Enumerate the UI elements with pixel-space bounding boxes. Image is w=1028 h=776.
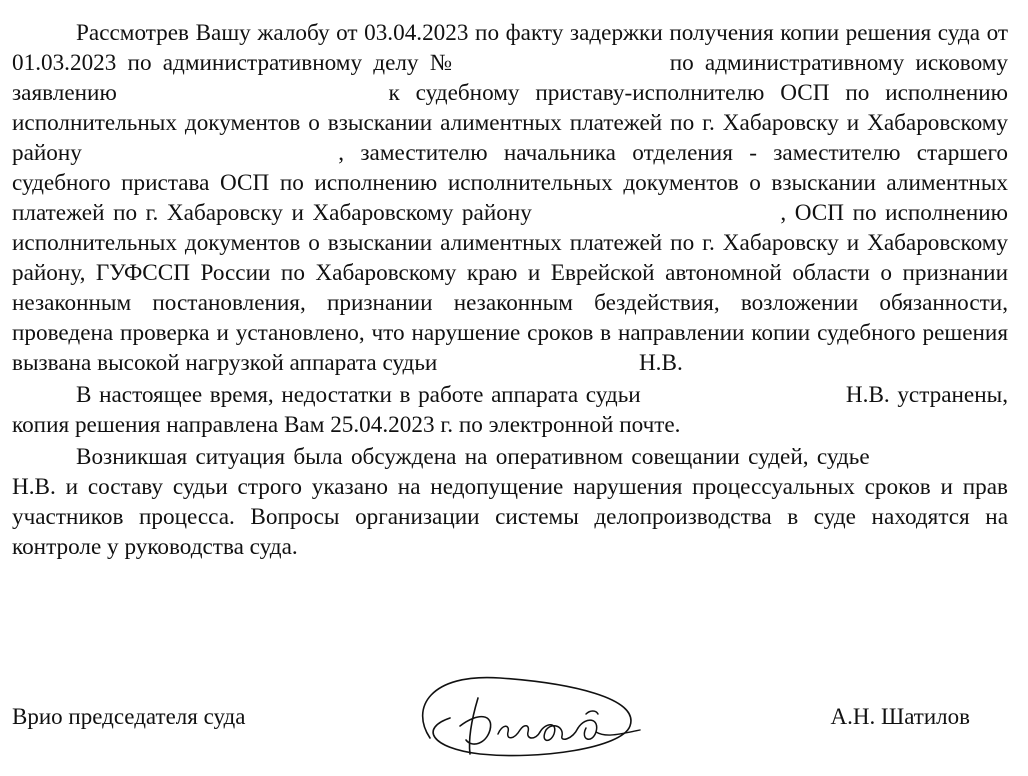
text-segment: Н.В. — [638, 350, 683, 376]
paragraph-current-status — [12, 380, 1008, 440]
text-segment: Н.В. и составу судьи строго указано на недопущение нарушения процессуальных сроков и прав участников процесса. Вопросы организации системы делопроизводства в суде находятся на контроле у руководства суда. — [12, 474, 1008, 560]
letter-body — [12, 18, 1008, 562]
text-segment: , ОСП по исполнению исполнительных документов о взыскании алиментных платежей по г. Хабаровску и Хабаровскому району, ГУФССП России по Хабаровскому краю и Еврейской автономной области о признании незаконным постановления, признании незаконным бездействия, возложении обязанности, проведена проверка и установлено, что нарушение сроков в направлении копии судебного решения вызвана высокой нагрузкой аппарата судьи — [12, 200, 1008, 376]
text-segment: Возникшая ситуация была обсуждена на оперативном совещании судей, судье — [76, 444, 870, 470]
text-segment: к судебному приставу-исполнителю ОСП по исполнению исполнительных документов о взыскании алиментных платежей по г. Хабаровску и Хабаровскому району — [12, 80, 1009, 166]
text-segment: по административному исковому заявлению — [12, 50, 1009, 106]
handwritten-signature — [390, 668, 670, 768]
text-segment: Н.В. устранены, копия решения направлена Вам 25.04.2023 г. по электронной почте. — [12, 382, 1008, 438]
signatory-name: А.Н. Шатилов — [830, 704, 970, 729]
text-segment: Рассмотрев Вашу жалобу от 03.04.2023 по факту задержки получения копии решения суда от 01.03.2023 по административному делу № — [12, 20, 1008, 76]
signatory-position: Врио председателя суда — [12, 704, 246, 729]
paragraph-measures-taken — [12, 442, 1008, 562]
paragraph-complaint-review — [12, 18, 1008, 378]
text-segment: В настоящее время, недостатки в работе аппарата судьи — [76, 382, 641, 408]
signature-block — [12, 668, 1008, 768]
text-segment: , заместителю начальника отделения - заместителю старшего судебного пристава ОСП по исполнению исполнительных документов о взыскании алиментных платежей по г. Хабаровску и Хабаровскому району — [12, 140, 1008, 226]
